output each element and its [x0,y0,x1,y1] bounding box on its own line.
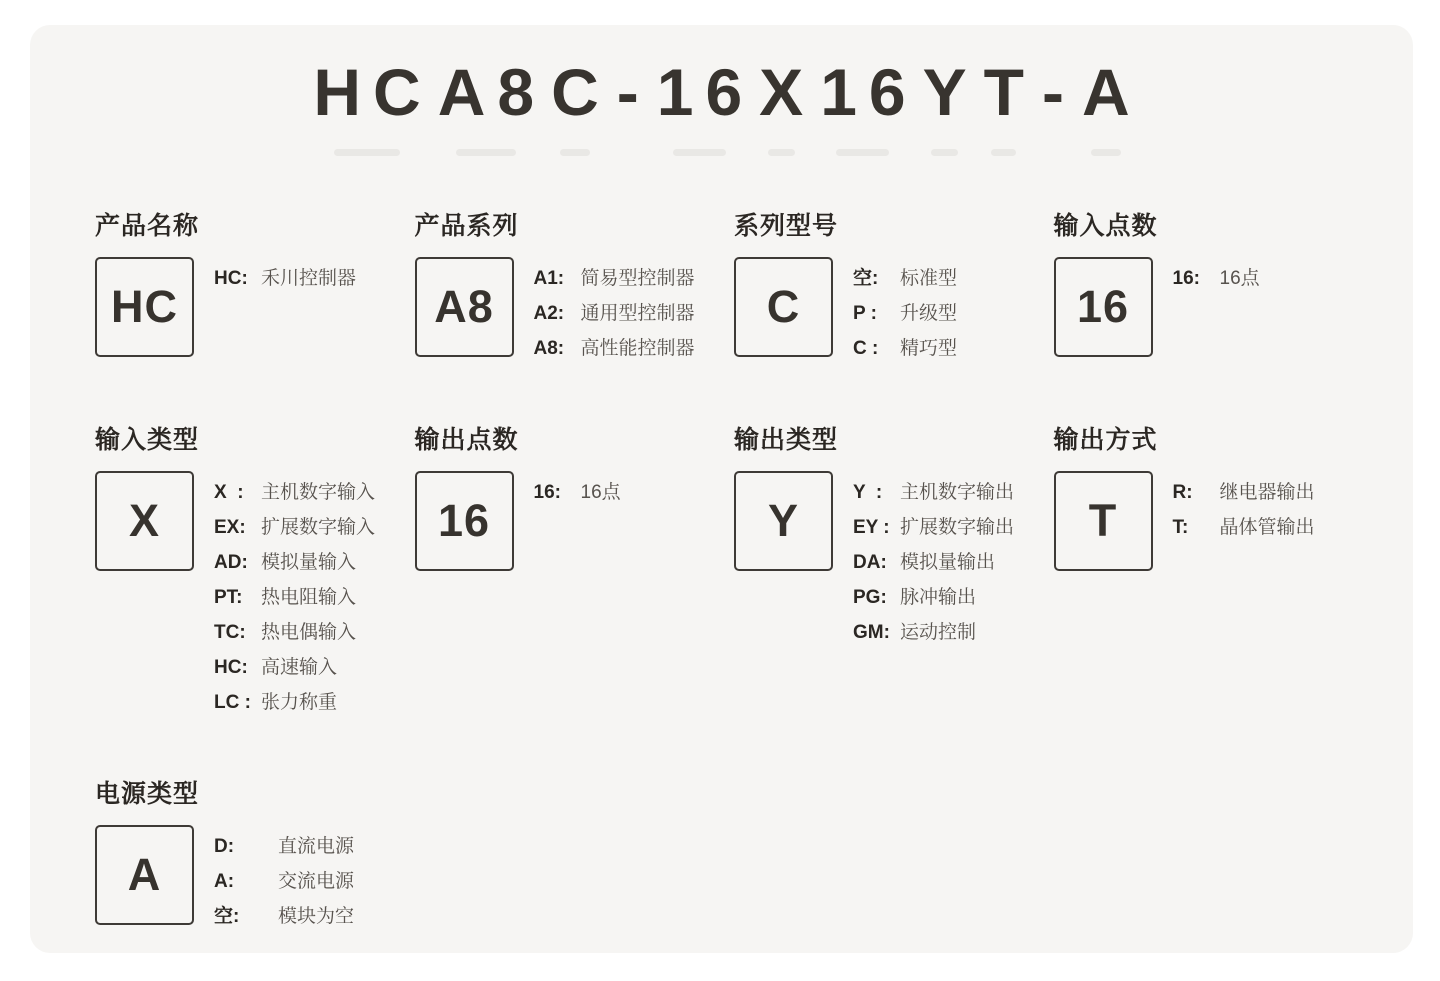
section-series-model [734,206,1054,368]
code-box: 16 [1054,257,1153,357]
legend-item [214,547,375,582]
legend-key: A: [214,870,235,892]
legend-list [194,257,356,298]
code-box: C [734,257,833,357]
section-heading: 输出类型 [734,425,839,454]
legend-desc: 脉冲输出 [900,586,977,608]
legend-list [833,471,1014,652]
legend-key: GM: [853,621,890,643]
legend-desc: 晶体管输出 [1219,516,1315,538]
section-product-series [415,206,735,368]
legend-item [1173,512,1315,547]
model-naming-card [30,25,1413,953]
title-group-text: T [983,55,1036,129]
legend-desc: 扩展数字输出 [900,516,1015,538]
legend-desc: 高性能控制器 [580,337,695,359]
legend-item [214,831,354,866]
section-product-name [95,206,415,368]
legend-key: PG: [853,586,887,608]
title-group-text: C [551,55,611,129]
section-body [415,257,735,368]
legend-desc: 高速输入 [261,656,338,678]
legend-item [214,687,375,722]
legend-key: TC: [214,621,246,643]
section-body [95,825,415,936]
legend-desc: 精巧型 [900,337,958,359]
legend-key: 16: [533,481,561,503]
section-output-mode [1054,420,1374,722]
legend-key: EY : [853,516,890,538]
legend-key: X : [214,481,244,503]
title-group [656,55,755,156]
legend-desc: 直流电源 [278,835,355,857]
legend-desc: 主机数字输入 [261,481,376,503]
legend-key: 空: [853,267,879,289]
section-output-type [734,420,1054,722]
title-group [820,55,918,156]
legend-list [514,471,621,512]
legend-key: R: [1172,481,1193,503]
legend-item [214,263,356,298]
title-group [437,55,547,156]
legend-item [214,652,375,687]
legend-item [853,333,957,368]
legend-item [1173,477,1315,512]
legend-key: A1: [533,267,565,289]
title-underline-bar [1091,149,1121,156]
legend-list [194,825,354,936]
legend-key: Y : [853,481,883,503]
section-heading: 输出点数 [414,425,519,454]
title-underline-bar [768,149,795,156]
title-group-text: 16 [656,55,755,129]
legend-item [853,263,957,298]
legend-item [534,298,695,333]
legend-item [853,617,1014,652]
legend-item [214,617,375,652]
legend-key: P : [853,302,877,324]
section-heading: 输入类型 [95,425,200,454]
legend-desc: 16点 [580,481,621,503]
legend-key: C : [853,337,879,359]
title-underline-bar [836,149,889,156]
legend-desc: 张力称重 [261,691,338,713]
title-group [616,55,651,156]
section-heading: 电源类型 [95,779,200,808]
legend-desc: 扩展数字输入 [261,516,376,538]
title-group-text: 16 [820,55,918,129]
legend-desc: 热电阻输入 [261,586,357,608]
title-group [1041,55,1076,156]
legend-desc: 运动控制 [900,621,977,643]
section-heading: 输出方式 [1053,425,1158,454]
legend-key: D: [214,835,235,857]
title-group [922,55,979,156]
title-group-text: Y [922,55,979,129]
code-box: X [95,471,194,571]
section-output-points [415,420,735,722]
title-group-text: - [616,55,651,129]
title-underline-bar [560,149,590,156]
legend-list [194,471,375,722]
legend-key: A8: [533,337,565,359]
section-body [415,471,735,571]
code-box: 16 [415,471,514,571]
legend-item [853,298,957,333]
title-group-text: A [1081,55,1142,129]
legend-key: T: [1172,516,1189,538]
legend-key: 16: [1172,267,1200,289]
legend-key: HC: [214,267,248,289]
section-input-type [95,420,415,722]
legend-desc: 16点 [1219,267,1260,289]
section-body [734,471,1054,652]
legend-desc: 交流电源 [278,870,355,892]
legend-key: AD: [214,551,248,573]
title-underline-bar [673,149,726,156]
legend-key: DA: [853,551,887,573]
code-box: A8 [415,257,514,357]
title-group [1081,55,1142,156]
sections-grid [30,206,1413,936]
title-group-text: X [759,55,816,129]
title-underline-bar [991,149,1016,156]
section-heading: 输入点数 [1053,211,1158,240]
legend-desc: 简易型控制器 [580,267,695,289]
legend-desc: 升级型 [900,302,958,324]
legend-item [214,582,375,617]
section-body [1054,257,1374,357]
section-input-points [1054,206,1374,368]
legend-desc: 标准型 [900,267,958,289]
legend-item [853,477,1014,512]
section-body [1054,471,1374,571]
legend-item [214,477,375,512]
section-body [95,257,415,357]
legend-item [853,582,1014,617]
section-power-type [95,774,415,936]
legend-key: 空: [214,905,240,927]
title-underline-bar [931,149,958,156]
legend-item [214,866,354,901]
legend-item [534,263,695,298]
legend-item [1173,263,1260,298]
code-box: T [1054,471,1153,571]
legend-item [853,547,1014,582]
legend-list [1153,471,1315,547]
title-group-text: A8 [437,55,547,129]
legend-item [214,512,375,547]
title-group [551,55,611,156]
legend-desc: 热电偶输入 [261,621,357,643]
title-group-text: HC [313,55,433,129]
title-group [983,55,1036,156]
section-body [734,257,1054,368]
code-box: A [95,825,194,925]
section-heading: 产品名称 [95,211,200,240]
title-group-text: - [1041,55,1076,129]
code-box: Y [734,471,833,571]
legend-desc: 主机数字输出 [900,481,1015,503]
section-heading: 产品系列 [414,211,519,240]
legend-item [853,512,1014,547]
code-box: HC [95,257,194,357]
legend-key: LC : [214,691,251,713]
section-body [95,471,415,722]
legend-list [514,257,695,368]
legend-item [214,901,354,936]
section-heading: 系列型号 [734,211,839,240]
legend-desc: 禾川控制器 [261,267,357,289]
legend-item [534,333,695,368]
legend-key: EX: [214,516,246,538]
title-underline-bar [334,149,401,156]
legend-desc: 模拟量输入 [261,551,357,573]
legend-list [833,257,957,368]
legend-desc: 继电器输出 [1219,481,1315,503]
legend-key: PT: [214,586,243,608]
legend-desc: 模块为空 [278,905,355,927]
model-title [30,25,1413,156]
legend-item [534,477,621,512]
title-group [759,55,816,156]
legend-list [1153,257,1260,298]
legend-desc: 模拟量输出 [900,551,996,573]
title-underline-bar [456,149,516,156]
title-group [313,55,433,156]
legend-key: A2: [533,302,565,324]
legend-key: HC: [214,656,248,678]
legend-desc: 通用型控制器 [580,302,695,324]
